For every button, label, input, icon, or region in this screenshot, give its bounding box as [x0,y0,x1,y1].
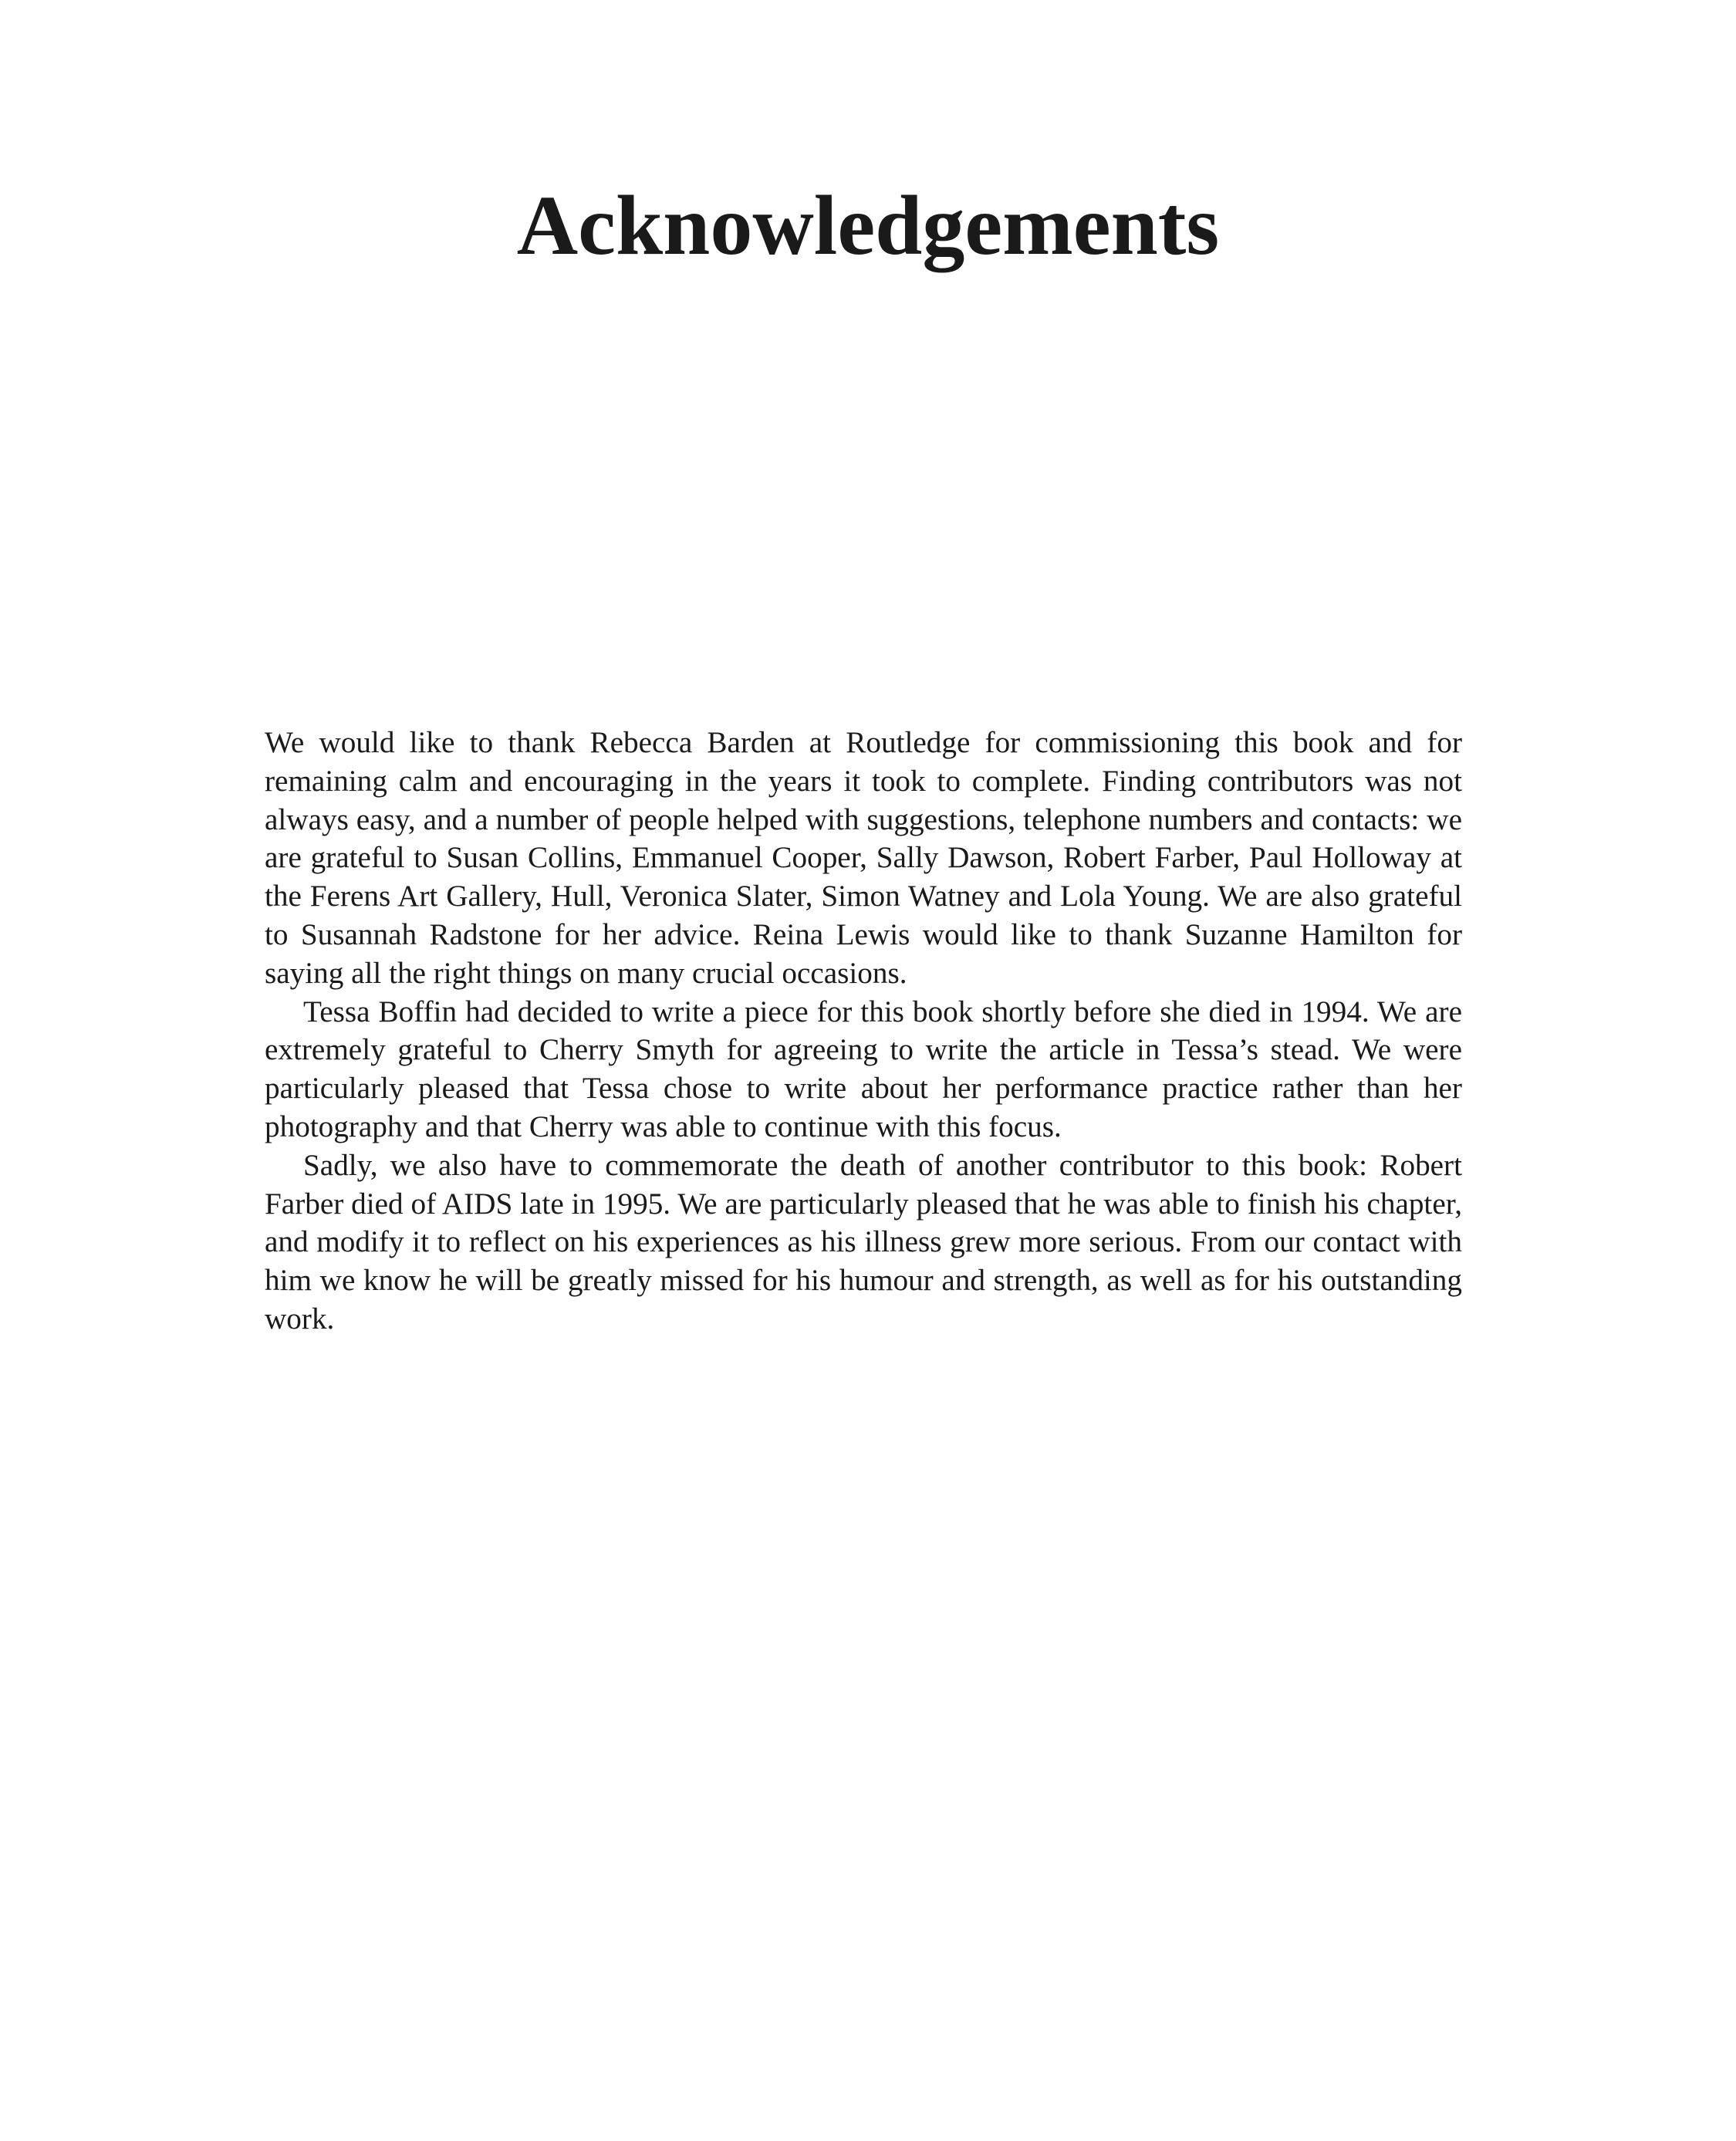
paragraph-1: We would like to thank Rebecca Barden at Routledge for commissioning this book and for remaining calm and encouraging in the years it took to complete. Finding contributors was not always easy, and a number of people helped with suggestions, telephone numbers and contacts: we are grateful to Susan Collins, Emmanuel Cooper, Sally Dawson, Robert Farber, Paul Holloway at the Ferens Art Gallery, Hull, Veronica Slater, Simon Watney and Lola Young. We are also grateful to Susannah Radstone for her advice. Reina Lewis would like to thank Suzanne Hamilton for saying all the right things on many crucial occasions. [265,726,1462,990]
page-title: Acknowledgements [516,178,1220,272]
paragraph-3: Sadly, we also have to commemorate the death of another contributor to this book: Robert Farber died of AIDS late in 1995. We are particularly pleased that he was able to finish his chapter, and modify it to reflect on his experiences as his illness grew more serious. From our contact with him we know he will be greatly missed for his humour and strength, as well as for his outstanding work. [265,1148,1462,1336]
paragraph-2: Tessa Boffin had decided to write a piece for this book shortly before she died in 1994. We are extremely grateful to Cherry Smyth for agreeing to write the article in Tessa’s stead. We were particularly pleased that Tessa chose to write about her performance practice rather than her photography and that Cherry was able to continue with this focus. [265,995,1462,1143]
acknowledgements-body [265,724,1462,1339]
